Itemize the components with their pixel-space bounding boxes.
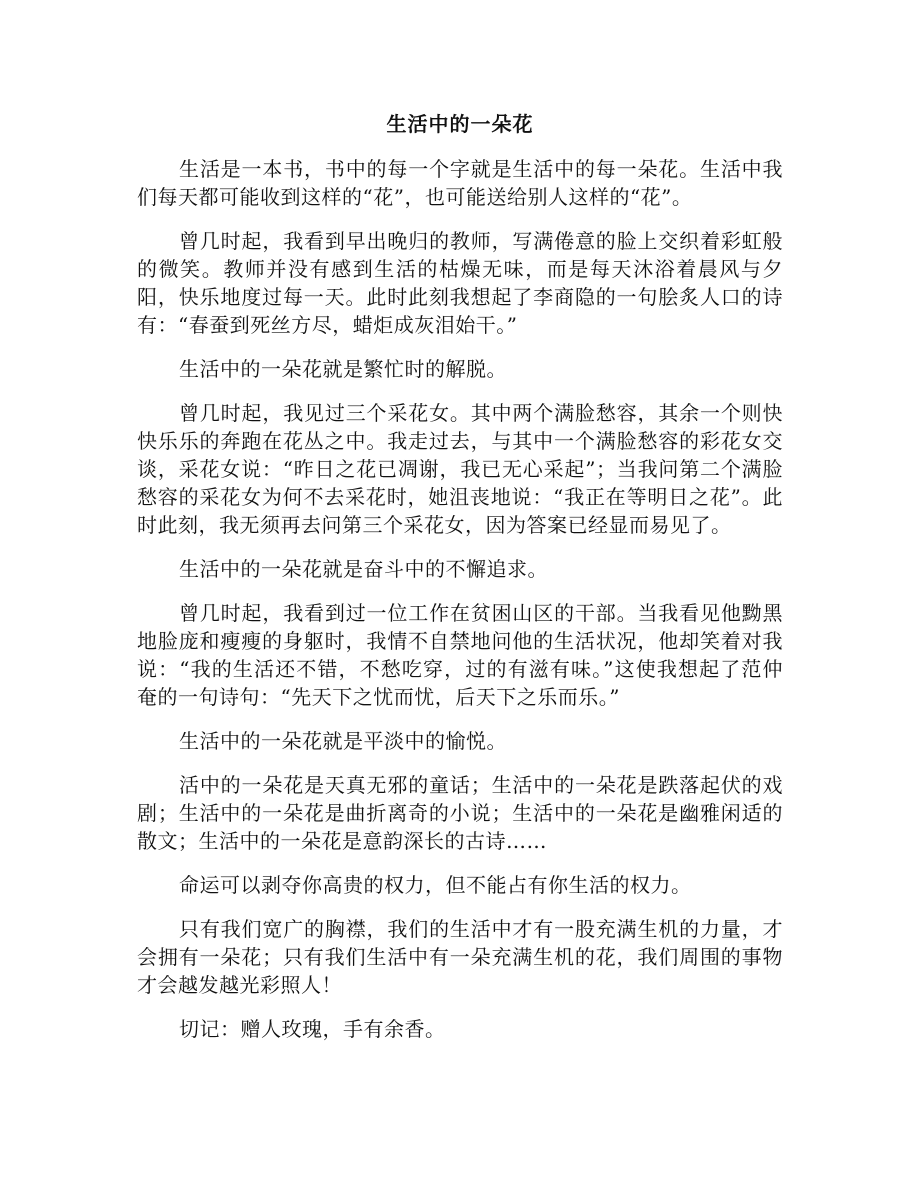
paragraph: 切记：赠人玫瑰，手有余香。 xyxy=(179,1017,446,1041)
paragraph: 活中的一朵花是天真无邪的童话；生活中的一朵花是跌落起伏的戏剧；生活中的一朵花是曲折离奇的小说；生活中的一朵花是幽雅闲适的散文；生活中的一朵花是意韵深长的古诗…… xyxy=(137,773,783,853)
paragraph: 曾几时起，我见过三个采花女。其中两个满脸愁容，其余一个则快快乐乐的奔跑在花丛之中。我走过去，与其中一个满脸愁容的彩花女交谈，采花女说：“昨日之花已凋谢，我已无心采起”；当我问第二个满脸愁容的采花女为何不去采花时，她沮丧地说：“我正在等明日之花”。此时此刻，我无须再去问第三个采花女，因为答案已经显而易见了。 xyxy=(137,401,783,537)
paragraph: 只有我们宽广的胸襟，我们的生活中才有一股充满生机的力量，才会拥有一朵花；只有我们生活中有一朵充满生机的花，我们周围的事物才会越发越光彩照人！ xyxy=(137,917,783,997)
paragraph: 生活中的一朵花就是奋斗中的不懈追求。 xyxy=(179,557,548,581)
document-body xyxy=(137,155,783,1059)
paragraph: 曾几时起，我看到早出晚归的教师，写满倦意的脸上交织着彩虹般的微笑。教师并没有感到生活的枯燥无味，而是每天沐浴着晨风与夕阳，快乐地度过每一天。此时此刻我想起了李商隐的一句脍炙人口的诗有：“春蚕到死丝方尽，蜡炬成灰泪始干。” xyxy=(137,229,783,337)
paragraph: 生活中的一朵花就是繁忙时的解脱。 xyxy=(179,357,507,381)
paragraph: 曾几时起，我看到过一位工作在贫困山区的干部。当我看见他黝黑地脸庞和瘦瘦的身躯时，我情不自禁地问他的生活状况，他却笑着对我说：“我的生活还不错，不愁吃穿，过的有滋有味。”这使我想起了范仲奄的一句诗句：“先天下之忧而忧，后天下之乐而乐。” xyxy=(137,601,783,709)
paragraph: 生活中的一朵花就是平淡中的愉悦。 xyxy=(179,729,507,753)
paragraph: 生活是一本书，书中的每一个字就是生活中的每一朵花。生活中我们每天都可能收到这样的“花”，也可能送给别人这样的“花”。 xyxy=(137,157,783,209)
paragraph: 命运可以剥夺你高贵的权力，但不能占有你生活的权力。 xyxy=(179,873,692,897)
document-title: 生活中的一朵花 xyxy=(386,112,534,136)
